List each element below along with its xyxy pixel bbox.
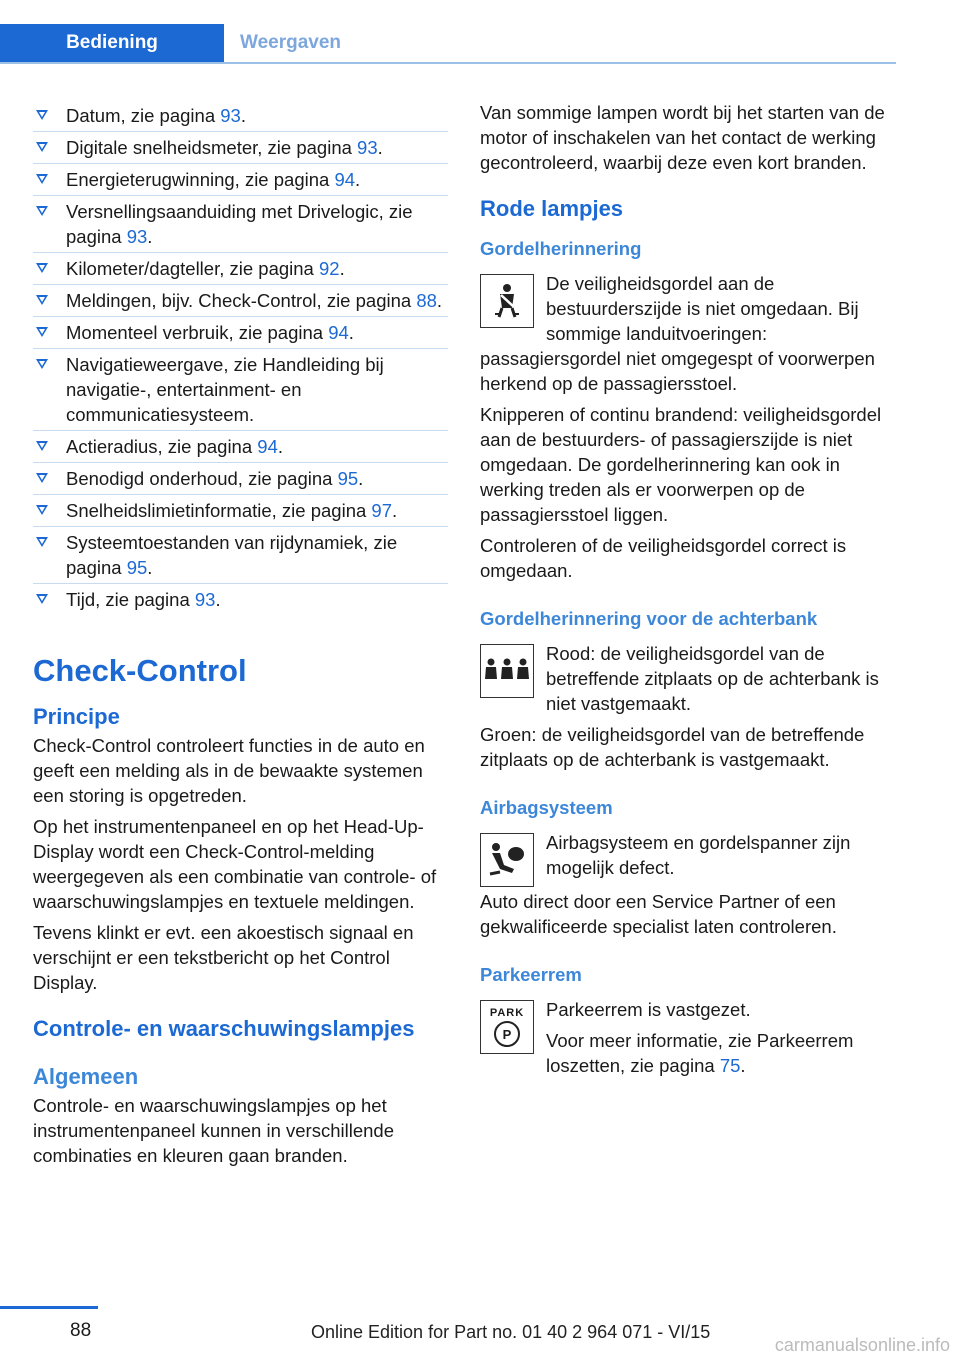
rode-lampjes-heading: Rode lampjes (480, 196, 624, 221)
list-item: Datum, zie pagina 93. (33, 100, 448, 132)
list-item: Benodigd onderhoud, zie pagina 95. (33, 463, 448, 495)
paragraph: Controle- en waarschuwingslampjes op het instrumentenpaneel kunnen in verschillende combinaties en kleuren gaan branden. (33, 1095, 394, 1166)
parkeerrem-warning (480, 997, 895, 1078)
gordel-warning (480, 271, 895, 396)
seatbelt-icon (480, 274, 534, 328)
section-title: Check-Control (33, 653, 247, 688)
list-item: Digitale snelheidsmeter, zie pagina 93. (33, 132, 448, 164)
paragraph: Parkeerrem is vastgezet. (546, 999, 751, 1020)
principe-heading: Principe (33, 704, 120, 729)
list-item: Snelheidslimietinformatie, zie pagina 97. (33, 495, 448, 527)
watermark: carmanualsonline.info (774, 1335, 950, 1355)
parkeerrem-heading: Parkeerrem (480, 964, 582, 985)
list-item: Energieterugwinning, zie pagina 94. (33, 164, 448, 196)
display-items-list (33, 100, 448, 615)
list-item: Navigatieweergave, zie Handleiding bij navigatie-, entertainment- en communicatiesysteem. (33, 349, 448, 431)
triangle-bullet-icon (36, 174, 48, 184)
paragraph: Rood: de veiligheidsgordel van de betreffende zitplaats op de achterbank is niet vastgemaakt. (546, 643, 879, 714)
page-link[interactable]: 93 (194, 589, 216, 610)
paragraph: Tevens klinkt er evt. een akoestisch signaal en verschijnt er een tekstbericht op het Control Display. (33, 922, 414, 993)
triangle-bullet-icon (36, 359, 48, 369)
page-link[interactable]: 93 (220, 105, 241, 126)
park-brake-icon: PARK P (480, 1000, 534, 1054)
tab-bediening[interactable]: Bediening (0, 24, 224, 62)
paragraph: Op het instrumentenpaneel en op het Head-Up-Display wordt een Check-Control-melding weergegeven als een combinatie van controle- of waarschuwingslampjes en textuele meldingen. (33, 816, 437, 912)
list-item: Actieradius, zie pagina 94. (33, 431, 448, 463)
intro-paragraph: Van sommige lampen wordt bij het starten van de motor of inschakelen van het contact de werking gecontroleerd, waarbij deze even kort branden. (480, 102, 885, 173)
paragraph: Groen: de veiligheidsgordel van de betreffende zitplaats op de achterbank is vastgemaakt. (480, 724, 865, 770)
left-column (33, 100, 448, 1174)
page-link[interactable]: 97 (371, 500, 392, 521)
list-item: Momenteel verbruik, zie pagina 94. (33, 317, 448, 349)
airbag-heading: Airbagsysteem (480, 797, 613, 818)
list-item: Meldingen, bijv. Check-Control, zie pagina 88. (33, 285, 448, 317)
page-link[interactable]: 92 (318, 258, 340, 279)
list-item: Kilometer/dagteller, zie pagina 92. (33, 253, 448, 285)
paragraph: De veiligheidsgordel aan de bestuurderszijde is niet omgedaan. Bij sommige landuitvoeringen: passagiersgordel niet omgegespt of voorwerpen herkend op de passagiersstoel. (480, 273, 875, 394)
page-link[interactable]: 93 (357, 137, 378, 158)
triangle-bullet-icon (36, 327, 48, 337)
lampjes-heading: Controle- en waarschuwingslampjes (33, 1016, 415, 1041)
page-link[interactable]: 95 (126, 557, 148, 578)
achterbank-warning (480, 641, 895, 716)
list-item: Tijd, zie pagina 93. (33, 584, 448, 615)
tab-weergaven[interactable]: Weergaven (240, 32, 342, 53)
paragraph: Airbagsysteem en gordelspanner zijn mogelijk defect. (546, 832, 851, 878)
triangle-bullet-icon (36, 537, 48, 547)
edition-footer: Online Edition for Part no. 01 40 2 964 071 - VI/15 (311, 1322, 711, 1342)
page-link[interactable]: 94 (257, 436, 278, 457)
triangle-bullet-icon (36, 142, 48, 152)
paragraph: Controleren of de veiligheidsgordel correct is omgedaan. (480, 535, 847, 581)
paragraph: Voor meer informatie, zie Parkeerrem loszetten, zie pagina 75. (546, 1030, 854, 1076)
page-link[interactable]: 94 (328, 322, 349, 343)
algemeen-heading: Algemeen (33, 1064, 139, 1089)
triangle-bullet-icon (36, 473, 48, 483)
page-number: 88 (70, 1320, 92, 1341)
triangle-bullet-icon (36, 206, 48, 216)
triangle-bullet-icon (36, 594, 48, 604)
gordel-heading: Gordelherinnering (480, 238, 642, 259)
paragraph: Check-Control controleert functies in de auto en geeft een melding als in de bewaakte systemen een storing is opgetreden. (33, 735, 425, 806)
right-column (480, 100, 895, 1084)
achterbank-heading: Gordelherinnering voor de achterbank (480, 608, 818, 629)
page-link[interactable]: 94 (334, 169, 356, 190)
triangle-bullet-icon (36, 295, 48, 305)
triangle-bullet-icon (36, 441, 48, 451)
page-link[interactable]: 93 (126, 226, 148, 247)
paragraph: Knipperen of continu brandend: veiligheidsgordel aan de bestuurders- of passagierszijde is niet omgedaan. De gordelherinnering kan ook in werking treden als er voorwerpen op de passagiersstoel liggen. (480, 404, 882, 525)
page-link[interactable]: 95 (337, 468, 359, 489)
paragraph: Auto direct door een Service Partner of een gekwalificeerde specialist laten controleren. (480, 891, 837, 937)
rear-seatbelt-icon (480, 644, 534, 698)
list-item: Versnellingsaanduiding met Drivelogic, zie pagina 93. (33, 196, 448, 253)
airbag-icon (480, 833, 534, 887)
list-item: Systeemtoestanden van rijdynamiek, zie pagina 95. (33, 527, 448, 584)
airbag-warning (480, 830, 895, 886)
page-link[interactable]: 88 (416, 290, 437, 311)
triangle-bullet-icon (36, 263, 48, 273)
page-link[interactable]: 75 (719, 1055, 741, 1076)
footer-rule (0, 1306, 98, 1309)
triangle-bullet-icon (36, 110, 48, 120)
triangle-bullet-icon (36, 505, 48, 515)
header-tabs (0, 24, 896, 64)
